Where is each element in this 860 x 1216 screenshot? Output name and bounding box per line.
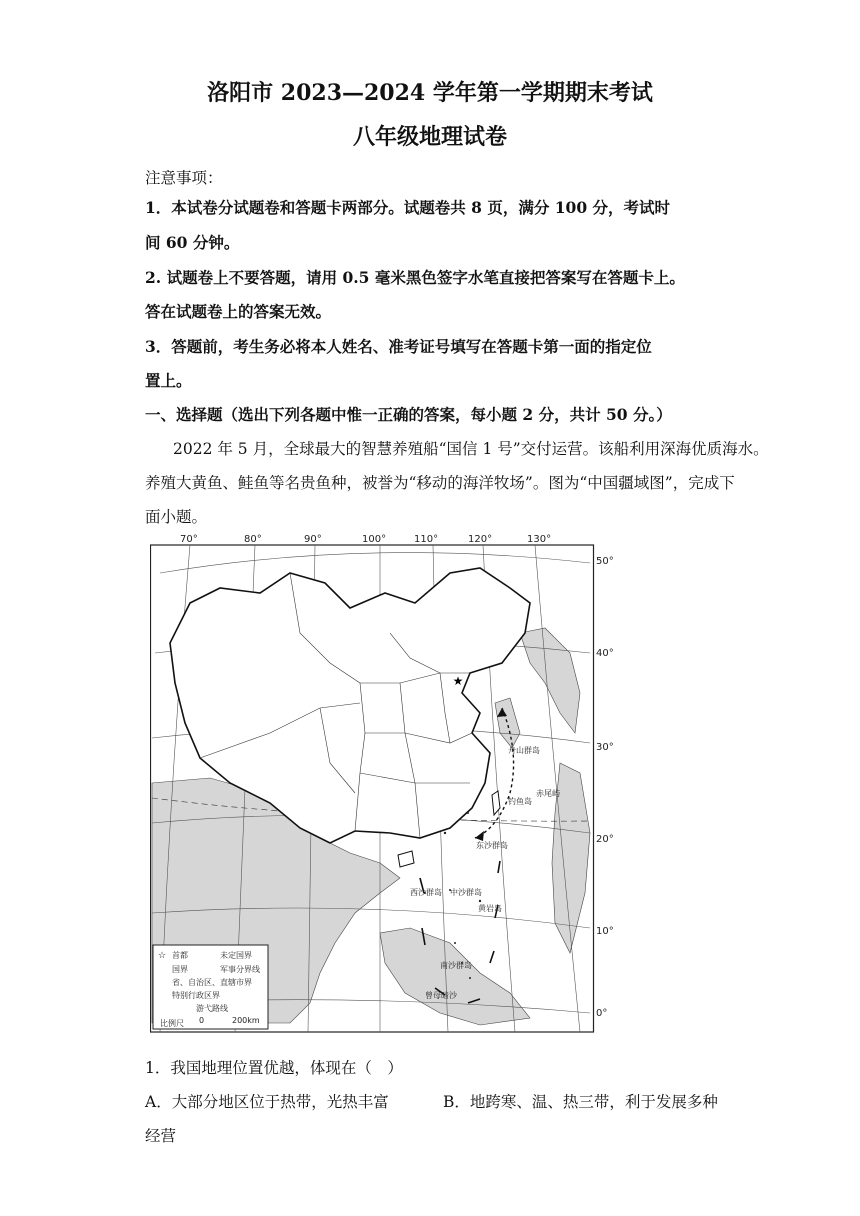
question-1-option-a: A．大部分地区位于热带，光热丰富 [145,1093,389,1111]
china-territory-map [150,533,600,1033]
label-xisha: 西沙群岛 [410,888,442,897]
question-1-stem: 1．我国地理位置优越，体现在（ ） [145,1059,403,1077]
lon-90: 90° [304,534,322,545]
lon-70: 70° [180,534,198,545]
legend-scale-label: 比例尺 [160,1019,184,1028]
legend-sar-border: 特别行政区界 [172,991,220,1000]
lon-80: 80° [244,534,262,545]
lon-130: 130° [527,534,552,545]
label-chiwei: 赤尾屿 [536,789,560,798]
lat-40: 40° [596,648,614,659]
exam-title: 洛阳市 2023—2024 学年第一学期期末考试 [207,80,653,106]
passage-line-2: 养殖大黄鱼、鲑鱼等名贵鱼种，被誉为“移动的海洋牧场”。图为“中国疆域图”，完成下 [145,474,735,492]
lat-0: 0° [596,1008,608,1019]
lat-30: 30° [596,742,614,753]
legend-undefined-border: 未定国界 [220,951,252,960]
notice-item-3-cont: 置上。 [145,371,192,390]
label-diaoyu: 钓鱼岛 [508,797,532,806]
section-heading: 一、选择题（选出下列各题中惟一正确的答案，每小题 2 分，共计 50 分。） [145,405,672,424]
capital-star-icon: ★ [452,674,464,688]
legend-capital-icon: ☆ [158,951,167,961]
notice-item-2: 2. 试题卷上不要答题，请用 0.5 毫米黑色签字水笔直接把答案写在答题卡上。 [145,268,685,287]
notice-item-1: 1．本试卷分试题卷和答题卡两部分。试题卷共 8 页，满分 100 分，考试时 [145,198,671,217]
label-huangyan: 黄岩岛 [478,904,502,913]
notice-item-1-cont: 间 60 分钟。 [145,233,240,252]
legend-scale-value: 200km [232,1016,260,1025]
label-nansha: 南沙群岛 [440,961,472,970]
passage-line-1: 2022 年 5 月，全球最大的智慧养殖船“国信 1 号”交付运营。该船利用深海优质海水。 [173,440,769,458]
legend-scale-zero: 0 [199,1016,205,1025]
notice-item-3: 3．答题前，考生务必将本人姓名、准考证号填写在答题卡第一面的指定位 [145,337,652,356]
exam-subtitle: 八年级地理试卷 [352,124,507,150]
lon-110: 110° [414,534,439,545]
notice-item-2-cont: 答在试题卷上的答案无效。 [145,302,332,321]
notice-heading: 注意事项： [145,169,223,187]
lat-10: 10° [596,926,614,937]
legend-capital: 首都 [172,951,188,960]
legend-route: 游弋路线 [196,1004,228,1013]
legend-provincial-border: 省、自治区、直辖市界 [172,978,252,987]
lat-50: 50° [596,556,614,567]
question-1-option-b-cont: 经营 [145,1127,177,1145]
label-zhoushan: 舟山群岛 [508,746,540,755]
question-1-option-b: B．地跨寒、温、热三带，利于发展多种 [443,1093,718,1111]
passage-line-3: 面小题。 [145,508,208,526]
label-zengmu: 曾母暗沙 [425,991,457,1000]
lon-120: 120° [468,534,493,545]
lat-20: 20° [596,834,614,845]
label-zhongsha: 中沙群岛 [450,888,482,897]
lon-100: 100° [362,534,387,545]
label-dongsha: 东沙群岛 [476,841,508,850]
legend-military-line: 军事分界线 [220,965,260,974]
legend-national-border: 国界 [172,965,188,974]
